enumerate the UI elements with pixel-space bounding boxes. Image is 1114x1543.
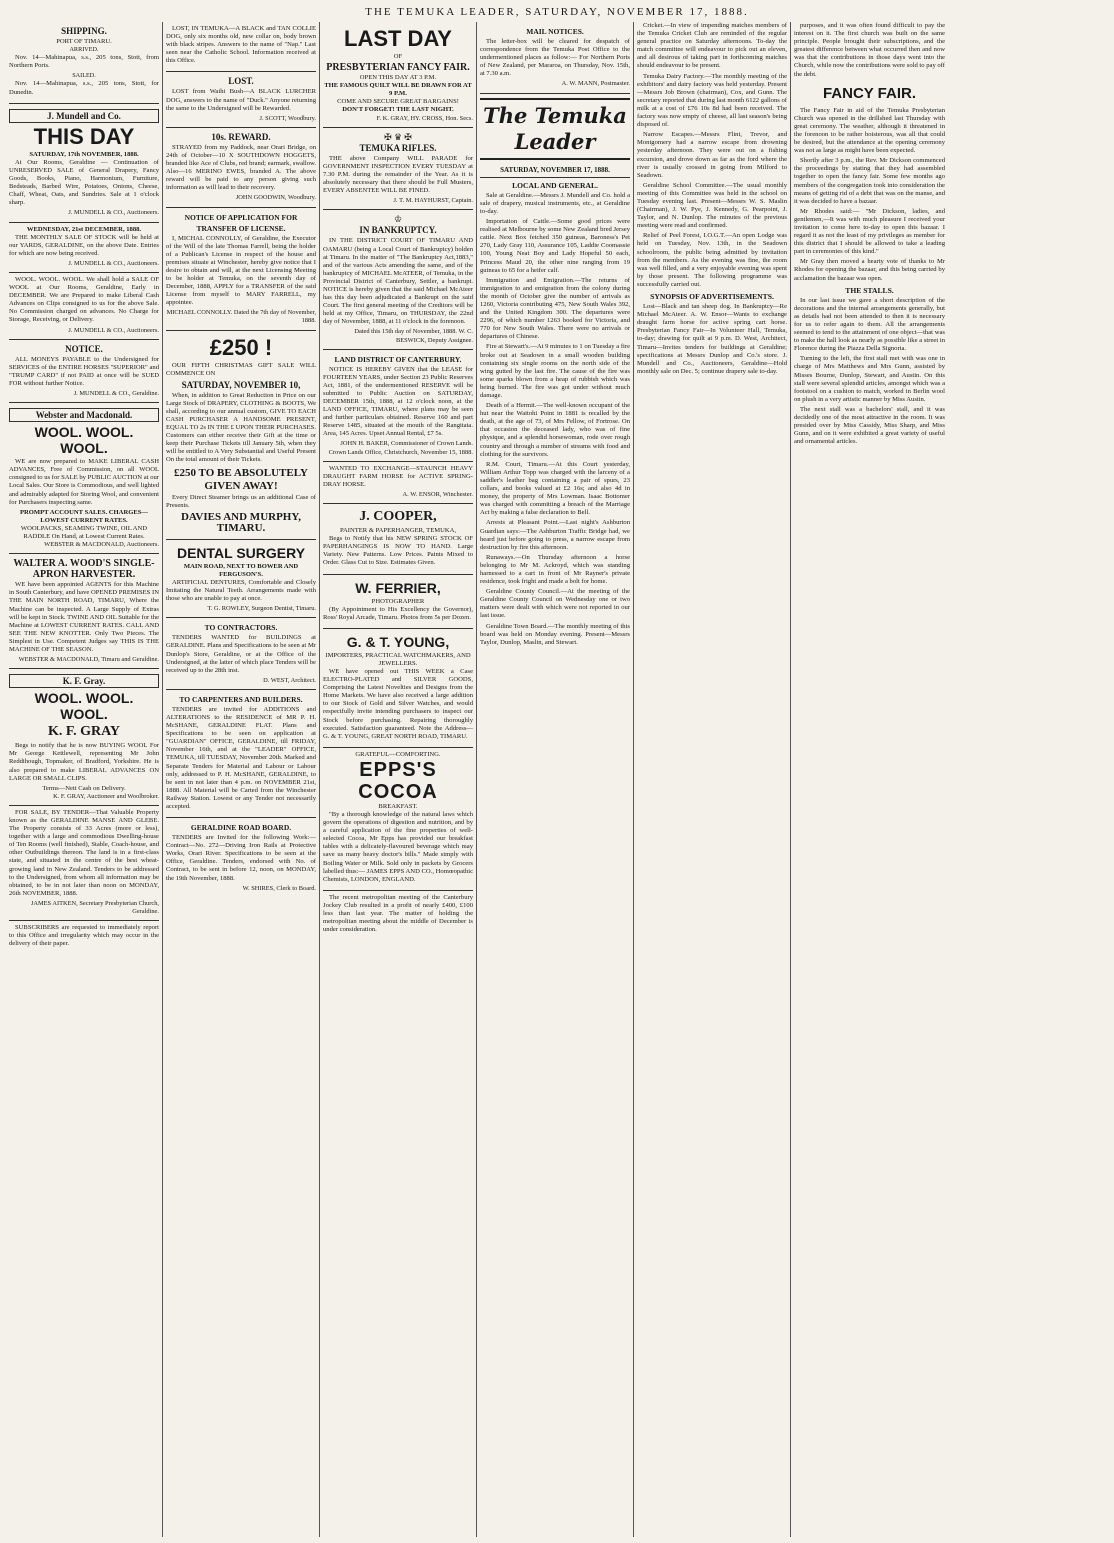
- christmas-body: When, in addition to Great Reduction in Price on our Large Stock of DRAPERY, CLOTHING & BOOTS, We shall, according to our annual custom, GIVE TO EACH CASH PURCHASER A HANDSOME PRESENT, EQUAL TO 2s IN THE £ UPON THEIR PURCHASES. Customers can either receive their Gift at the time or keep their Purchase Tickets till January 5th, when they will be entitled to A Very Substantial and Useful Present On the total amount of their Tickets.: [166, 391, 316, 464]
- of-line: OF: [393, 53, 403, 60]
- article-paragraph: Turning to the left, the first stall met with was one in charge of Mrs Matthews and Mrs Gunn, assisted by Misses Bourne, Dunlop, Stewart, and Austin. On this stall were several splendid articles, amongst which was a footstool on a cushion to match, worked in Berlin wool on plush in a very artistic manner by Miss Austin.: [794, 355, 945, 403]
- article-paragraph: purposes, and it was often found difficult to pay the interest on it. The first church was built on the same principle. People brought their subscriptions, and the greatest difference between what occurred then and now was that the contributions in those days went into the Church, while now the contributions were sold to pay off the debt.: [794, 22, 945, 78]
- given-away-heading: £250 TO BE ABSOLUTELY GIVEN AWAY!: [174, 466, 308, 492]
- dental-advert: [166, 540, 316, 619]
- young-body: WE have opened out THIS WEEK a Case ELECTRO-PLATED and SILVER GOODS, Comprising the Latest Novelties and Designs from the Home Markets. We have also received a large addition to our Stock of Gold and Silver Watches, and would respectfully invite intending purchasers to inspect our Stock before purchasing. Repairing thoroughly executed. Satisfaction guaranteed. Note the Address— G. & T. YOUNG, GREAT NORTH ROAD, TIMARU.: [323, 667, 473, 740]
- cooper-subheading: PAINTER & PAPERHANGER, TEMUKA,: [339, 527, 457, 535]
- cooper-advert: [323, 504, 473, 574]
- rifles-heading: TEMUKA RIFLES.: [359, 142, 437, 153]
- arrived-entry: Nov. 14—Mahinapua, s.s., 205 tons, Stott, from Northern Ports.: [9, 54, 159, 70]
- cooper-heading: J. COOPER,: [359, 509, 437, 525]
- webster-advert: [9, 403, 159, 554]
- synopsis-body: Lost—Black and tan sheep dog. In Bankruptcy—Re Michael McAteer. A. W. Ensor—Wants to exchange draught farm horse for active spring cart horse. Presbyterian Fancy Fair—In Volunteer Hall, Temuka, to-day; drawing for quilt at 9 p.m. D. West, Architect, Timaru—Invites tenders for buildings at Geraldine; specifications at Messrs Dunlop and Co.'s store. J. Mundell and Co., Auctioneers, Geraldine—Hold monthly sale on Dec. 5; continue drapery sale to-day.: [637, 303, 787, 375]
- cocoa-advert: [323, 748, 473, 891]
- rifles-signature: J. T. M. HAYHURST, Captain.: [393, 197, 473, 205]
- mundell-heading: J. Mundell and Co.: [9, 109, 159, 123]
- notice-body: ALL MONEYS PAYABLE to the Undersigned for SERVICES of the ENTIRE HORSES "SUPERIOR" and "TRUMP CARD" if not PAID at once will be SUED FOR without further Notice.: [9, 355, 159, 387]
- article-paragraph: Fire at Stewart's.—At 9 minutes to 1 on Tuesday a fire broke out at Seadown in a small wooden building containing six single rooms on the north side of the wing gutted by the last fire. The cause of the fire was some sparks blown from a heap of rubbish which was being burned. The fire was got under without much damage.: [480, 343, 630, 399]
- newspaper-columns: [6, 22, 1108, 1537]
- davies-murphy: DAVIES AND MURPHY, TIMARU.: [180, 510, 302, 534]
- land-body: NOTICE IS HEREBY GIVEN that the LEASE for FOURTEEN YEARS, under Section 23 Public Reserves Act, 1881, of the undermentioned RESERVE will be submitted to Public Auction on SATURDAY, DECEMBER 15th, 1888, at 12 o'clock noon, at the LAND OFFICE, TIMARU, where plans may be seen and further particulars obtained. Reserve 160 and part Reserve 1485, situated at the mouth of the Rangitata. Area, 145 Acres. Upset Annual Rental, £7 5s.: [323, 365, 473, 438]
- article-paragraph: Relief of Peel Forest, I.O.G.T.—An open Lodge was held on Tuesday, Nov. 13th, in the Seadown schoolroom, the public being admitted by invitation from the members. As the evening was fine, the room was well filled, and a very enjoyable evening was spent by those present. The following programme was successfully carried out.: [637, 232, 787, 288]
- gray-advert: [9, 669, 159, 806]
- ferrier-subheading: PHOTOGRAPHER: [371, 597, 425, 605]
- column-1: [6, 22, 163, 1537]
- mail-signature: A. W. MANN, Postmaster.: [561, 80, 630, 88]
- webster-signature: WEBSTER & MACDONALD, Auctioneers.: [44, 541, 159, 549]
- given-away-body: Every Direct Steamer brings us an additional Case of Presents.: [166, 493, 316, 509]
- ferrier-advert: [323, 575, 473, 629]
- article-paragraph: Arrests at Pleasant Point.—Last night's Ashburton Guardian says:—The Ashburton Traffic Bridge had, we heard just before going to press, a narrow escape from destruction by fire this afternoon.: [480, 519, 630, 551]
- port-heading: PORT OF TIMARU.: [56, 38, 112, 45]
- manse-tender: [9, 806, 159, 921]
- column-2: [163, 22, 320, 1537]
- cocoa-pre: GRATEFUL—COMFORTING.: [355, 750, 441, 758]
- license-heading: NOTICE OF APPLICATION FOR TRANSFER OF LICENSE.: [184, 212, 298, 233]
- young-heading: G. & T. YOUNG,: [346, 633, 450, 650]
- rifles-advert: [323, 128, 473, 211]
- harvester-heading: WALTER A. WOOD'S SINGLE-APRON HARVESTER.: [13, 558, 155, 581]
- mundell-advert: [9, 104, 159, 223]
- license-body: I, MICHAL CONNOLLY, of Geraldine, the Executor of the Will of the late Thomas Farrell, being the holder of a Publican's License in respect of the house and premises situate at Winchester, hereby give notice that I desire to obtain and will, at the next Licensing Meeting to be holder at Temuka, on the seventh day of December, 1888, APPLY for a TRANSFER of the said License from myself to MARY FARRELL, my appointee.: [166, 234, 316, 307]
- rifles-body: THE above Company WILL PARADE for GOVERNMENT INSPECTION EVERY TUESDAY at 7.30 P.M. during the remainder of the Year. As it is absolutely necessary that there should be Full Musters, EVERY ABSENTEE WILL BE FINED.: [323, 154, 473, 195]
- mail-body: The letter-box will be cleared for despatch of correspondence from the Temuka Post Office to the undermentioned places as follow:— For Northern Ports of New Zealand, per Mararoa, on Thursday, Nov. 15th, at 7.30 a.m.: [480, 38, 630, 78]
- last-day-heading: LAST DAY: [344, 26, 452, 51]
- column-5: [634, 22, 791, 1537]
- article-paragraph: The Fancy Fair in aid of the Temuka Presbyterian Church was opened in the drillshed last Thursday with great ceremony. The weather, although it threatened in the forenoon to be rather boisterous, was all that could be desired, but the attendance at the opening ceremony was not as large as might have been expected.: [794, 106, 945, 155]
- road-board-body: TENDERS are Invited for the following Work:— Contract—No. 272—Driving Iron Rails at Protective Works, Orari River. Specifications to be seen at the Office, Geraldine. Tenders, endorsed with No. of Contract, to be sent in before 12, noon, on MONDAY, the 19th November, 1888.: [166, 834, 316, 882]
- bankruptcy-heading: IN BANKRUPTCY.: [359, 225, 437, 236]
- young-subheading: IMPORTERS, PRACTICAL WATCHMAKERS, AND JEWELLERS.: [325, 651, 471, 667]
- this-day-heading: THIS DAY: [33, 123, 135, 149]
- jockey-club-body: The recent metropolitan meeting of the Canterbury Jockey Club resulted in a profit of nearly £400, £100 less than last year. The matter of holding the metropolitan meeting about the middle of December is under consideration.: [323, 893, 473, 934]
- article-paragraph: R.M. Court, Timaru.—At this Court yesterday, William Arthur Topp was charged with the larceny of a saddler's leather bag containing a pair of spurs, 23 collars, and books valued at £2 16s; and also 4d in money, the property of Mrs Lowman. Isaac Bottomer was charged with committing a breach of the Marriage Act by making a false declaration to Bell.: [480, 460, 630, 517]
- open-line: OPEN THIS DAY AT 3 P.M.: [359, 74, 437, 82]
- notice-heading: NOTICE.: [65, 343, 103, 354]
- contractors-heading: TO CONTRACTORS.: [204, 623, 278, 633]
- pound-heading: £250 !: [209, 334, 273, 360]
- sailed-entry: Nov. 14—Mahinapua, s.s., 205 tons, Stott, for Dunedin.: [9, 80, 159, 96]
- lost-advert: [166, 72, 316, 127]
- christmas-heading: OUR FIFTH CHRISTMAS GIFT SALE WILL COMMENCE ON: [166, 361, 316, 377]
- mail-notices: [480, 22, 630, 94]
- bankruptcy-signature: Dated this 15th day of November, 1888. W. C. BESWICK, Deputy Assignee.: [354, 328, 473, 344]
- article-paragraph: Death of a Hermit.—The well-known occupant of the hut near the Waitohi Point in 1881 is recalled by the death, at the age of 73, of Mrs Fellow, of Fortrose. On that occasion the deceased lady, who was of fine physique, and a splendid horsewoman, rode over rough country and through a number of streams with food and clothing for the survivors.: [480, 402, 630, 458]
- cocoa-subheading: BREAKFAST.: [378, 802, 418, 810]
- reward-heading: 10s. REWARD.: [211, 131, 271, 142]
- article-paragraph: Temuka Dairy Factory.—The monthly meeting of the exhibitors' and dairy factory was held yesterday. Present—Messrs Job Brown (chairman), Cox, and Gunn. The secretary reported that during last month 6122 gallons of milk at a cost of £76 10s 8d had been received. The factory was now empty of cheese, all last season's being disposed of.: [637, 72, 787, 129]
- article-paragraph: Sale at Geraldine.—Messrs J. Mundell and Co. hold a sale of drapery, musical instruments, etc., at Geraldine to-day.: [480, 191, 630, 215]
- mail-heading: MAIL NOTICES.: [526, 27, 584, 36]
- article-paragraph: Mr Rhodes said:— "Mr Dickson, ladies, and gentlemen,—It was with much pleasure I received your invitation to come here to-day to open this bazaar. I regard it as not the least of my privileges as member for this district that I should be allowed to take a leading part in ceremonies of this kind.": [794, 207, 945, 256]
- lost-signature: J. SCOTT, Woodbury.: [259, 114, 316, 122]
- wool-sale-body: WOOL. WOOL. WOOL. We shall hold a SALE OF WOOL at Our Rooms, Geraldine, Early in DECEMBER. We are Prepared to make Liberal Cash Advances on Clips consigned to us for the above Sale. No Commission charged on advances. No Charge for Storage, Receiving, or Delivery.: [9, 275, 159, 324]
- cocoa-body: "By a thorough knowledge of the natural laws which govern the operations of digestion and nutrition, and by a careful application of the fine properties of well-selected Cocoa, Mr Epps has provided our breakfast tables with a delicately-flavoured beverage which may save us many heavy doctor's bills." Made simply with Boiling Water or Milk. Sold only in packets by Grocers labelled thus:— JAMES EPPS AND CO., Homœopathic Chemists, LONDON, ENGLAND.: [323, 811, 473, 883]
- ferrier-heading: W. FERRIER,: [355, 579, 441, 596]
- dental-address: MAIN ROAD, NEXT TO BOWER AND FERGUSON'S.: [183, 562, 299, 578]
- gray-wool-heading: WOOL. WOOL. WOOL.: [34, 690, 134, 723]
- synopsis-heading: SYNOPSIS OF ADVERTISEMENTS.: [650, 292, 774, 301]
- gray-body: Begs to notify that he is now BUYING WOOL For Mr George Kettlewell, representing Mr John Reddihough, Topmaker, of Bradford, Yorkshire. He is also prepared to make LIBERAL ADVANCES ON LARGE OR SMALL CLIPS.: [9, 742, 159, 782]
- wool-sale-signature: J. MUNDELL & CO., Auctioneers.: [68, 326, 159, 334]
- article-paragraph: Narrow Escapes.—Messrs Flint, Trevor, and Montgomery had a narrow escape from drowning yesterday afternoon. They were out on a fishing excursion, and drove down as far as the ford where the river is usually crossed in going from Milford to Seadown.: [637, 131, 787, 179]
- license-notice: [166, 208, 316, 331]
- fancy-fair-heading: PRESBYTERIAN FANCY FAIR.: [326, 62, 470, 74]
- christmas-gift-advert: [166, 331, 316, 540]
- cooper-body: Begs to Notify that his NEW SPRING STOCK OF PAPERHANGINGS IS NOW TO HAND. Large Variety. New Patterns. Low Prices. Paints Mixed to Order. Glass Cut to Size. Estimates Given.: [323, 535, 473, 567]
- young-advert: [323, 629, 473, 748]
- lost-dog-advert: [166, 22, 316, 72]
- bankruptcy-notice: [323, 210, 473, 349]
- land-signature: JOHN H. BAKER, Commissioner of Crown Lands. Crown Lands Office, Christchurch, November 15, 1888.: [328, 440, 473, 456]
- carpenters-advert: [166, 690, 316, 818]
- this-day-date: SATURDAY, 17th NOVEMBER, 1888.: [29, 150, 139, 158]
- article-paragraph: Mr Gray then moved a hearty vote of thanks to Mr Rhodes for opening the bazaar, and this being carried by acclamation the bazaar was open.: [794, 258, 945, 282]
- webster-body: WE are now prepared to MAKE LIBERAL CASH ADVANCES, Free of Commission, on all WOOL consigned to us for SALE by PUBLIC AUCTION at our Local Sales. Our Store is Commodious, and well lighted and admirably adapted for Storing Wool, and convenient for Purchasers inspecting same.: [9, 458, 159, 506]
- wool-sale-advert: [9, 273, 159, 340]
- article-paragraph: The next stall was a bachelors' stall, and it was decidedly one of the most attractive in the room. It was presided over by Miss Cassidy, Miss Sharp, and Miss Gunn, and on it were exhibited a great variety of useful and ornamental articles.: [794, 405, 945, 446]
- shipping-heading: SHIPPING.: [61, 26, 107, 36]
- local-general-heading: LOCAL AND GENERAL.: [512, 180, 598, 190]
- lost-heading: LOST.: [228, 76, 254, 87]
- this-day-body: At Our Rooms, Geraldine — Continuation of UNRESERVED SALE of General Drapery, Fancy Goods, Books, Piano, Harmonium, Furniture, Bedsteads, Barbed Wire, Potatoes, Onions, Cheese, Chaff, Wheat, Oats, and Sundries. Sale at 1 o'clock sharp.: [9, 158, 159, 207]
- christmas-date: SATURDAY, NOVEMBER 10,: [181, 379, 301, 390]
- contractors-advert: [166, 618, 316, 690]
- woolpacks-line: WOOLPACKS, SEAMING TWINE, OIL AND RADDLE On Hand, at Lowest Current Rates.: [20, 524, 148, 541]
- harvester-body: WE have been appointed AGENTS for this Machine in South Canterbury, and have OPENED PREMISES IN THE MAIN NORTH ROAD, TIMARU, Where the Machine can be inspected. A Large Supply of Extras will be kept in Stock. TWINE AND OIL Suitable for the Machine at LOWEST CURRENT RATES. CALL AND SEE THE NEW KNOTTER. Only Two Pieces. The Simplest in Use. Competent Judges say THIS IS THE MACHINE OF THE SEASON.: [9, 581, 159, 653]
- running-head: THE TEMUKA LEADER, SATURDAY, NOVEMBER 17, 1888.: [365, 6, 749, 18]
- article-paragraph: Geraldine County Council.—At the meeting of the Geraldine County Council on Wednesday one or two matters were dealt with which were not reported in our last issue.: [480, 588, 630, 620]
- notice-signature: J. MUNDELL & CO., Geraldine.: [73, 390, 159, 397]
- webster-heading: Webster and Macdonald.: [9, 408, 159, 422]
- fair-signature: F. K. GRAY, HY. CROSS, Hon. Secs.: [376, 114, 473, 122]
- article-paragraph: Immigration and Emigration.—The returns of immigration to and emigration from the colony during the month of October give the number of arrivals as 1260, Victoria contributing 475, New South Wales 392, and the United Kingdom 300. The departures were 2296, of which number 1263 booked for Victoria, and 770 for New South Wales. There were no arrivals or departures of Chinese.: [480, 276, 630, 341]
- cocoa-heading: EPPS'S COCOA: [358, 758, 438, 803]
- license-signature: MICHAEL CONNOLLY. Dated the 7th day of November, 1888.: [166, 309, 316, 325]
- webster-wool-heading: WOOL. WOOL. WOOL.: [34, 424, 134, 457]
- gray-terms: Terms—Nett Cash on Delivery.: [42, 784, 126, 792]
- reward-body: STRAYED from my Paddock, near Orari Bridge, on 24th of October—10 X SOUTHDOWN HOGGETS, branded like Ace of Clubs, red brand; earmark, swallow. Also—16 MERINO EWES, branded A. The above reward will be paid to any person giving such information as will lead to their recovery.: [166, 143, 316, 192]
- harvester-signature: WEBSTER & MACDONALD, Timaru and Geraldine.: [18, 656, 159, 664]
- masthead: The Temuka Leader: [480, 98, 630, 160]
- article-paragraph: Importation of Cattle.—Some good prices were realised at Melbourne by some New Zealand bred Jersey cattle. Next Box fetched 350 guineas, Baroness's Pet 270, Lady Gray 110, Assurance 105, Laddie Coomassie 100, Young Neat Boy and Lady Hopeful 50 each, Princess Maud 20, the other nine ranging from 19 guineas to 65 for a heifer calf.: [480, 218, 630, 274]
- road-board-signature: W. SHIRES, Clerk to Board.: [242, 884, 316, 892]
- moneys-notice: [9, 340, 159, 403]
- subscribers-notice: [9, 921, 159, 954]
- dental-body: ARTIFICIAL DENTURES, Comfortable and Closely Imitating the Natural Teeth. Arrangements made with those who are unable to pay at once.: [166, 578, 316, 603]
- road-board-heading: GERALDINE ROAD BOARD.: [190, 823, 292, 833]
- contractors-body: TENDERS WANTED for BUILDINGS at GERALDINE. Plans and Specifications to be seen at Mr Dunlop's Store, Geraldine, or at the Office of the Undersigned, at the latter of which place Tenders will be received up to the 28th inst.: [166, 634, 316, 674]
- lost-dog-body: LOST, IN TEMUKA—A BLACK and TAN COLLIE DOG, only six months old, new collar on, body brown with black stripes. Answers to the name of "Nap." Last seen near the Catholic School. Information received at this Office.: [166, 25, 316, 65]
- forget-line: DON'T FORGET! THE LAST NIGHT.: [342, 106, 454, 114]
- quilt-line: THE FAMOUS QUILT WILL BE DRAWN FOR AT 9 P.M.: [324, 82, 472, 98]
- article-paragraph: Geraldine Town Board.—The monthly meeting of this board was held on Monday evening. Present—Messrs Taylor, Dunlop, Maslin, and Stewart.: [480, 622, 630, 646]
- stock-sale-signature: J. MUNDELL & CO., Auctioneers.: [68, 259, 159, 267]
- carpenters-body: TENDERS are invited for ADDITIONS and ALTERATIONS to the RESIDENCE of MR P. H. McSHANE, GERALDINE FLAT. Plans and Specifications to be seen on application at "GUARDIAN" OFFICE, GERALDINE, till FRIDAY, November 16th, and at the "LEADER" OFFICE, TEMUKA, till TUESDAY, November 20th. Marked and Separate Tenders for Material and Labour or Labour only, addressed to P. H. McSHANE, GERALDINE, to be sent in not later than 4 p.m. on NOVEMBER 21st, 1888. All Material will be Carted from the Winchester Railway Station. Lowest or any Tender not necessarily accepted.: [166, 705, 316, 810]
- prompt-account: PROMPT ACCOUNT SALES. CHARGES—LOWEST CURRENT RATES.: [20, 508, 148, 524]
- subscribers-body: SUBSCRIBERS are requested to immediately report to this Office and irregularity which may occur in the delivery of their paper.: [9, 924, 159, 948]
- road-board-advert: [166, 818, 316, 897]
- ferrier-body: (By Appointment to His Excellency the Governor), Ross' Royal Arcade, Timaru. Photos from 5s per Dozen.: [323, 605, 473, 621]
- stock-sale-advert: [9, 223, 159, 273]
- arrived-label: ARRIVED.: [69, 46, 99, 54]
- gray-signature: K. F. GRAY, Auctioneer and Woolbroker.: [53, 792, 159, 800]
- manse-tender-body: FOR SALE, BY TENDER—That Valuable Property known as the GERALDINE MANSE AND GLEBE. The Property consists of 33 Acres (more or less), together with a large and commodious Dwelling-house of Ten Rooms (well finished), Stable, Coach-house, and other Outbuildings thereon. The land is in a first-class state, and situated in the centre of the best wheat-growing land in New Zealand. Tenders to be addressed to the Undersigned, from whom all information may be obtained, to be in not later than noon on MONDAY, 26th NOVEMBER, 1888.: [9, 808, 159, 897]
- dental-signature: T. G. ROWLEY, Surgeon Dentist, Timaru.: [207, 605, 316, 613]
- land-heading: LAND DISTRICT OF CANTERBURY.: [334, 354, 462, 364]
- sailed-label: SAILED.: [72, 72, 96, 80]
- reward-advert: [166, 128, 316, 208]
- this-day-signature: J. MUNDELL & CO., Auctioneers.: [68, 209, 159, 217]
- article-paragraph: In our last issue we gave a short description of the decorations and the internal arrangements generally, but as details had not been attended to then it is necessary for us to refer again to them. All the arrangements seemed to tend to the attainment of one object—that was to make the hall look as nearly as possible like a street in Florence during the Piazza Della Signoria.: [794, 296, 945, 353]
- stock-sale-body: THE MONTHLY SALE OF STOCK will be held at our YARDS, GERALDINE, on the above Date. Entries for which are now being received.: [9, 233, 159, 257]
- fancy-fair-title: FANCY FAIR.: [822, 84, 917, 102]
- stock-sale-date: WEDNESDAY, 21st DECEMBER, 1888.: [26, 225, 142, 233]
- column-6: [791, 22, 948, 1537]
- gray-name: K. F. GRAY: [47, 724, 121, 740]
- harvester-advert: [9, 554, 159, 669]
- wanted-signature: A. W. ENSOR, Winchester.: [402, 490, 473, 498]
- reward-signature: JOHN GOODWIN, Woodbury.: [235, 194, 316, 202]
- article-paragraph: Cricket.—In view of impending matches members of the Temuka Cricket Club are reminded of the regular general practice on Saturday afternoons. To-day the match committee will endeavour to pick out an eleven, and all desirous of taking part in forthcoming matches should endeavour to be present.: [637, 22, 787, 70]
- fancy-fair-advert: [323, 22, 473, 128]
- column-3: [320, 22, 477, 1537]
- lost-body: LOST from Waihi Bush—A BLACK LURCHER DOG, answers to the name of "Duck." Anyone returning the same to the Undersigned will be Rewarded.: [166, 88, 316, 112]
- dateline: SATURDAY, NOVEMBER 17, 1888.: [480, 164, 630, 178]
- land-notice: [323, 350, 473, 462]
- jockey-club-note: [323, 891, 473, 940]
- contractors-signature: D. WEST, Architect.: [263, 676, 316, 684]
- crest-icon: ✠ ♛ ✠: [384, 131, 412, 142]
- stalls-heading: THE STALLS.: [845, 285, 894, 295]
- article-paragraph: Runaways.—On Thursday afternoon a horse belonging to Mr M. Ackroyd, which was standing harnessed to a cart in front of Mr Rayner's private residence, took fright and made a bolt for home.: [480, 553, 630, 586]
- article-paragraph: Geraldine School Committee.—The usual monthly meeting of this Committee was held in the school on Tuesday evening last. Present—Messrs W. S. Maslin (Chairman), J. W. Pye, J. Kennedy, G. Pearpoint, J. Taylor, and N. Dunlop. The minutes of the previous meeting were read and confirmed.: [637, 181, 787, 230]
- manse-tender-signature: JAMES AITKEN, Secretary Presbyterian Church, Geraldine.: [30, 899, 159, 916]
- article-paragraph: Shortly after 3 p.m., the Rev. Mr Dickson commenced the proceedings by stating that they had assembled together to open the fancy fair. Some few months ago members of the congregation took into consideration the means of getting rid of a debt that was on the manse, and it was decided to have a bazaar.: [794, 157, 945, 205]
- dental-heading: DENTAL SURGERY: [176, 544, 306, 561]
- gray-heading: K. F. Gray.: [9, 674, 159, 688]
- carpenters-heading: TO CARPENTERS AND BUILDERS.: [179, 694, 303, 704]
- column-4: [477, 22, 634, 1537]
- bankruptcy-body: IN THE DISTRICT COURT OF TIMARU AND OAMARU (being a Local Court of Bankruptcy) holden at Timaru. In the matter of "The Bankruptcy Act,1883," and of the various Acts amending the same, and of the bankruptcy of MICHAEL McATEER, of Temuka, in the Provincial District of Canterbury, Settler, a bankrupt. NOTICE is hereby given that the said Michael McAteer has this day been adjudicated a Bankrupt on the said Court. The first general meeting of the Creditors will be held at my Office, Timaru, on THURSDAY, the 22nd day of November, 1888, at 11 o'clock in the forenoon.: [323, 237, 473, 326]
- bargains-line: COME AND SECURE GREAT BARGAINS!: [337, 98, 459, 106]
- wanted-body: WANTED TO EXCHANGE—STAUNCH HEAVY DRAUGHT FARM HORSE for ACTIVE SPRING-DRAY HORSE.: [323, 464, 473, 488]
- wanted-advert: [323, 462, 473, 504]
- royal-arms-icon: ♔: [393, 214, 403, 225]
- shipping-notice: [9, 22, 159, 104]
